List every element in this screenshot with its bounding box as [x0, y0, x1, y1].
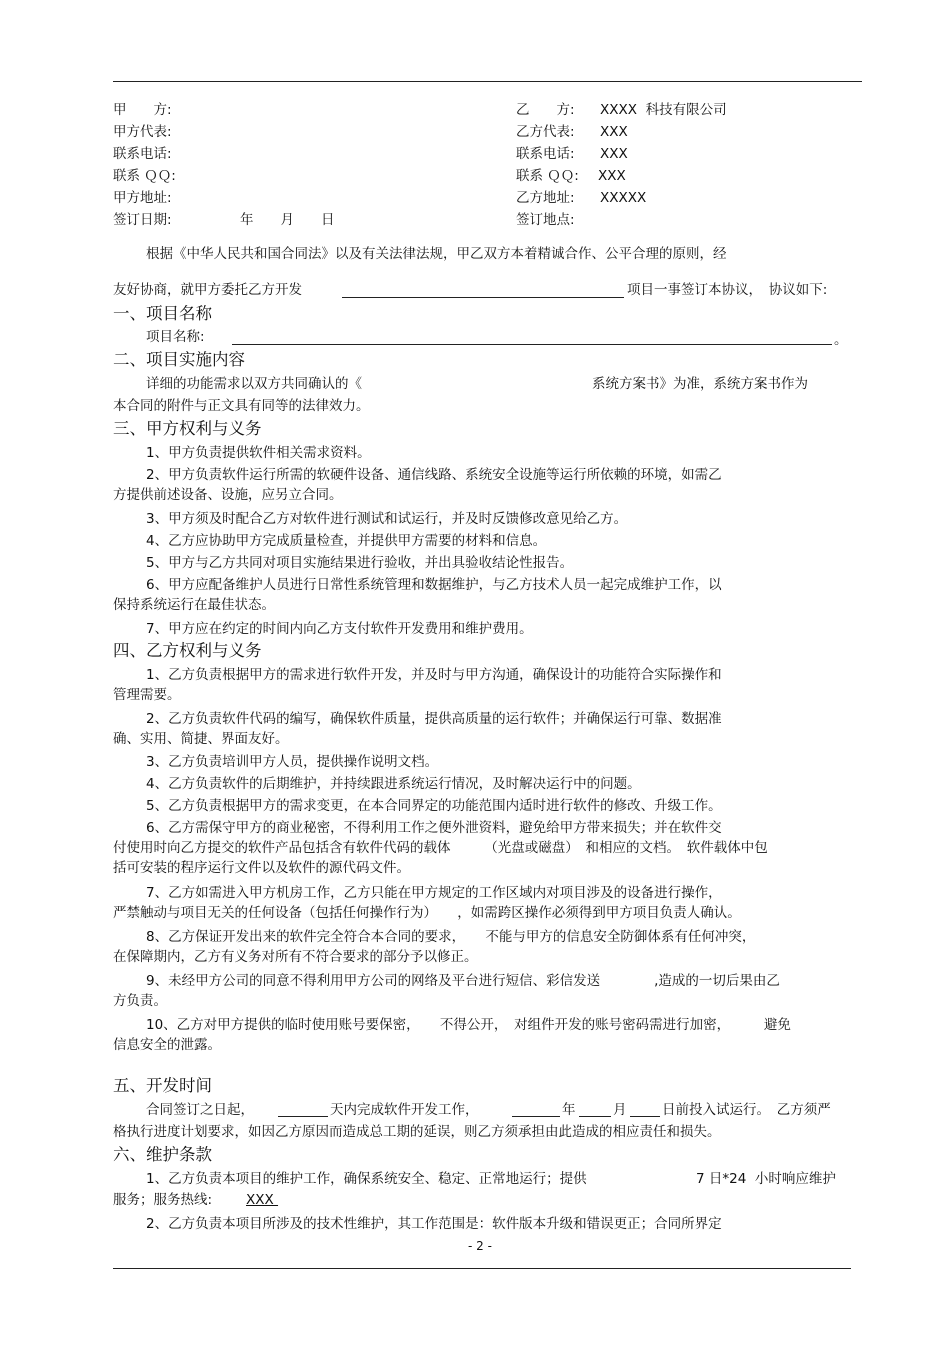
s3-item-6-cont: 保持系统运行在最佳状态。 — [113, 597, 275, 613]
party-b-qq-label: 联系 ＱＱ: — [516, 168, 579, 184]
s6-line-1b: 7 日*24 小时响应维护 — [696, 1171, 836, 1187]
party-b-address-value: XXXXX — [600, 190, 647, 206]
s6-line-2a: 服务；服务热线: — [113, 1192, 213, 1208]
s3-item-7: 7、甲方应在约定的时间内向乙方支付软件开发费用和维护费用。 — [146, 621, 533, 637]
s3-item-4: 4、乙方应协助甲方完成质量检查，并提供甲方需要的材料和信息。 — [146, 533, 547, 549]
s4-item-7-cont: 严禁触动与项目无关的任何设备（包括任何操作行为） ，如需跨区操作必须得到甲方项目负责人确认。 — [113, 905, 741, 921]
sign-place-label: 签订地点: — [516, 212, 575, 228]
intro-line-2a: 友好协商，就甲方委托乙方开发 — [113, 282, 302, 298]
section-6-title: 六、维护条款 — [113, 1145, 212, 1164]
party-b-phone-label: 联系电话: — [516, 146, 575, 162]
section-1-title: 一、项目名称 — [113, 304, 212, 323]
party-b-address-label: 乙方地址: — [516, 190, 575, 206]
s5-line-1b: 天内完成软件开发工作， — [330, 1102, 479, 1118]
section-3-title: 三、甲方权利与义务 — [113, 419, 262, 438]
sign-date-value: 年 月 日 — [240, 212, 335, 228]
s5-line-1d: 月 — [613, 1102, 627, 1118]
s3-item-3: 3、甲方须及时配合乙方对软件进行测试和试运行，并及时反馈修改意见给乙方。 — [146, 511, 628, 527]
s4-item-6-cont-1: 付使用时向乙方提交的软件产品包括含有软件代码的载体 （光盘或磁盘） 和相应的文档。 软件载体中包 — [113, 840, 768, 856]
service-hotline-value: XXX — [246, 1192, 279, 1208]
s2-line-1a: 详细的功能需求以双方共同确认的《 — [146, 376, 362, 392]
s3-item-5: 5、甲方与乙方共同对项目实施结果进行验收，并出具验收结论性报告。 — [146, 555, 574, 571]
year-blank — [512, 1116, 560, 1117]
section-5-title: 五、开发时间 — [113, 1076, 212, 1095]
party-b-rep-value: XXX — [600, 124, 628, 140]
party-b-rep-label: 乙方代表: — [516, 124, 575, 140]
intro-line-1: 根据《中华人民共和国合同法》以及有关法律法规，甲乙双方本着精诚合作、公平合理的原则，经 — [146, 246, 727, 262]
s4-item-6: 6、乙方需保守甲方的商业秘密，不得利用工作之便外泄资料，避免给甲方带来损失；并在软件交 — [146, 820, 722, 836]
s5-line-1e: 日前投入试运行。 乙方须严 — [662, 1102, 831, 1118]
s5-line-1a: 合同签订之日起， — [146, 1102, 254, 1118]
party-a-qq-label: 联系 ＱＱ: — [113, 168, 176, 184]
s4-item-6-cont-2: 括可安装的程序运行文件以及软件的源代码文件。 — [113, 860, 410, 876]
party-a-phone-label: 联系电话: — [113, 146, 172, 162]
party-b-phone-value: XXX — [600, 146, 628, 162]
s4-item-1: 1、乙方负责根据甲方的需求进行软件开发，并及时与甲方沟通，确保设计的功能符合实际操作和 — [146, 667, 722, 683]
page-number: - 2 - — [468, 1239, 492, 1253]
s4-item-8: 8、乙方保证开发出来的软件完全符合本合同的要求， 不能与甲方的信息安全防御体系有任何冲突， — [146, 929, 756, 945]
intro-line-2b: 项目一事签订本协议， 协议如下: — [627, 282, 828, 298]
s4-item-10: 10、乙方对甲方提供的临时使用账号要保密， 不得公开， 对组件开发的账号密码需进行加密， 避免 — [146, 1017, 791, 1033]
party-a-label: 甲 方: — [113, 102, 172, 118]
s4-item-3: 3、乙方负责培训甲方人员，提供操作说明文档。 — [146, 754, 439, 770]
s3-item-2-cont: 方提供前述设备、设施，应另立合同。 — [113, 487, 343, 503]
party-b-label: 乙 方: — [516, 102, 575, 118]
party-a-rep-label: 甲方代表: — [113, 124, 172, 140]
party-b-value: XXXX 科技有限公司 — [600, 102, 727, 118]
s2-line-2: 本合同的附件与正文具有同等的法律效力。 — [113, 398, 370, 414]
bottom-rule — [113, 1268, 851, 1269]
s4-item-10-cont: 信息安全的泄露。 — [113, 1037, 221, 1053]
s3-item-1: 1、甲方负责提供软件相关需求资料。 — [146, 445, 371, 461]
day-blank — [630, 1116, 660, 1117]
project-name-line — [232, 344, 832, 345]
project-name-blank — [342, 297, 624, 298]
s4-item-2-cont: 确、实用、简捷、界面友好。 — [113, 731, 289, 747]
section-2-title: 二、项目实施内容 — [113, 350, 245, 369]
s4-item-1-cont: 管理需要。 — [113, 687, 181, 703]
s4-item-5: 5、乙方负责根据甲方的需求变更，在本合同界定的功能范围内适时进行软件的修改、升级工作。 — [146, 798, 722, 814]
s4-item-8-cont: 在保障期内，乙方有义务对所有不符合要求的部分予以修正。 — [113, 949, 478, 965]
s5-line-1c: 年 — [562, 1102, 576, 1118]
s2-line-1b: 系统方案书》为准，系统方案书作为 — [592, 376, 808, 392]
s4-item-2: 2、乙方负责软件代码的编写，确保软件质量，提供高质量的运行软件；并确保运行可靠、数据准 — [146, 711, 722, 727]
top-rule — [113, 81, 862, 82]
s4-item-9-cont: 方负责。 — [113, 993, 167, 1009]
s3-item-2: 2、甲方负责软件运行所需的软硬件设备、通信线路、系统安全设施等运行所依赖的环境，如需乙 — [146, 467, 722, 483]
s5-line-2: 格执行进度计划要求，如因乙方原因而造成总工期的延误，则乙方须承担由此造成的相应责任和损失。 — [113, 1124, 721, 1140]
project-name-end: 。 — [834, 332, 848, 348]
s6-line-3: 2、乙方负责本项目所涉及的技术性维护，其工作范围是：软件版本升级和错误更正；合同所界定 — [146, 1216, 722, 1232]
section-4-title: 四、乙方权利与义务 — [113, 641, 262, 660]
s4-item-9: 9、未经甲方公司的同意不得利用甲方公司的网络及平台进行短信、彩信发送 ,造成的一切后果由乙 — [146, 973, 780, 989]
project-name-label: 项目名称: — [146, 329, 205, 345]
days-blank — [278, 1116, 328, 1117]
month-blank — [579, 1116, 611, 1117]
s4-item-7: 7、乙方如需进入甲方机房工作，乙方只能在甲方规定的工作区域内对项目涉及的设备进行操作， — [146, 885, 722, 901]
s3-item-6: 6、甲方应配备维护人员进行日常性系统管理和数据维护，与乙方技术人员一起完成维护工作，以 — [146, 577, 722, 593]
s6-line-1a: 1、乙方负责本项目的维护工作，确保系统安全、稳定、正常地运行；提供 — [146, 1171, 587, 1187]
sign-date-label: 签订日期: — [113, 212, 172, 228]
s4-item-4: 4、乙方负责软件的后期维护，并持续跟进系统运行情况，及时解决运行中的问题。 — [146, 776, 641, 792]
party-b-qq-value: XXX — [598, 168, 626, 184]
party-a-address-label: 甲方地址: — [113, 190, 172, 206]
